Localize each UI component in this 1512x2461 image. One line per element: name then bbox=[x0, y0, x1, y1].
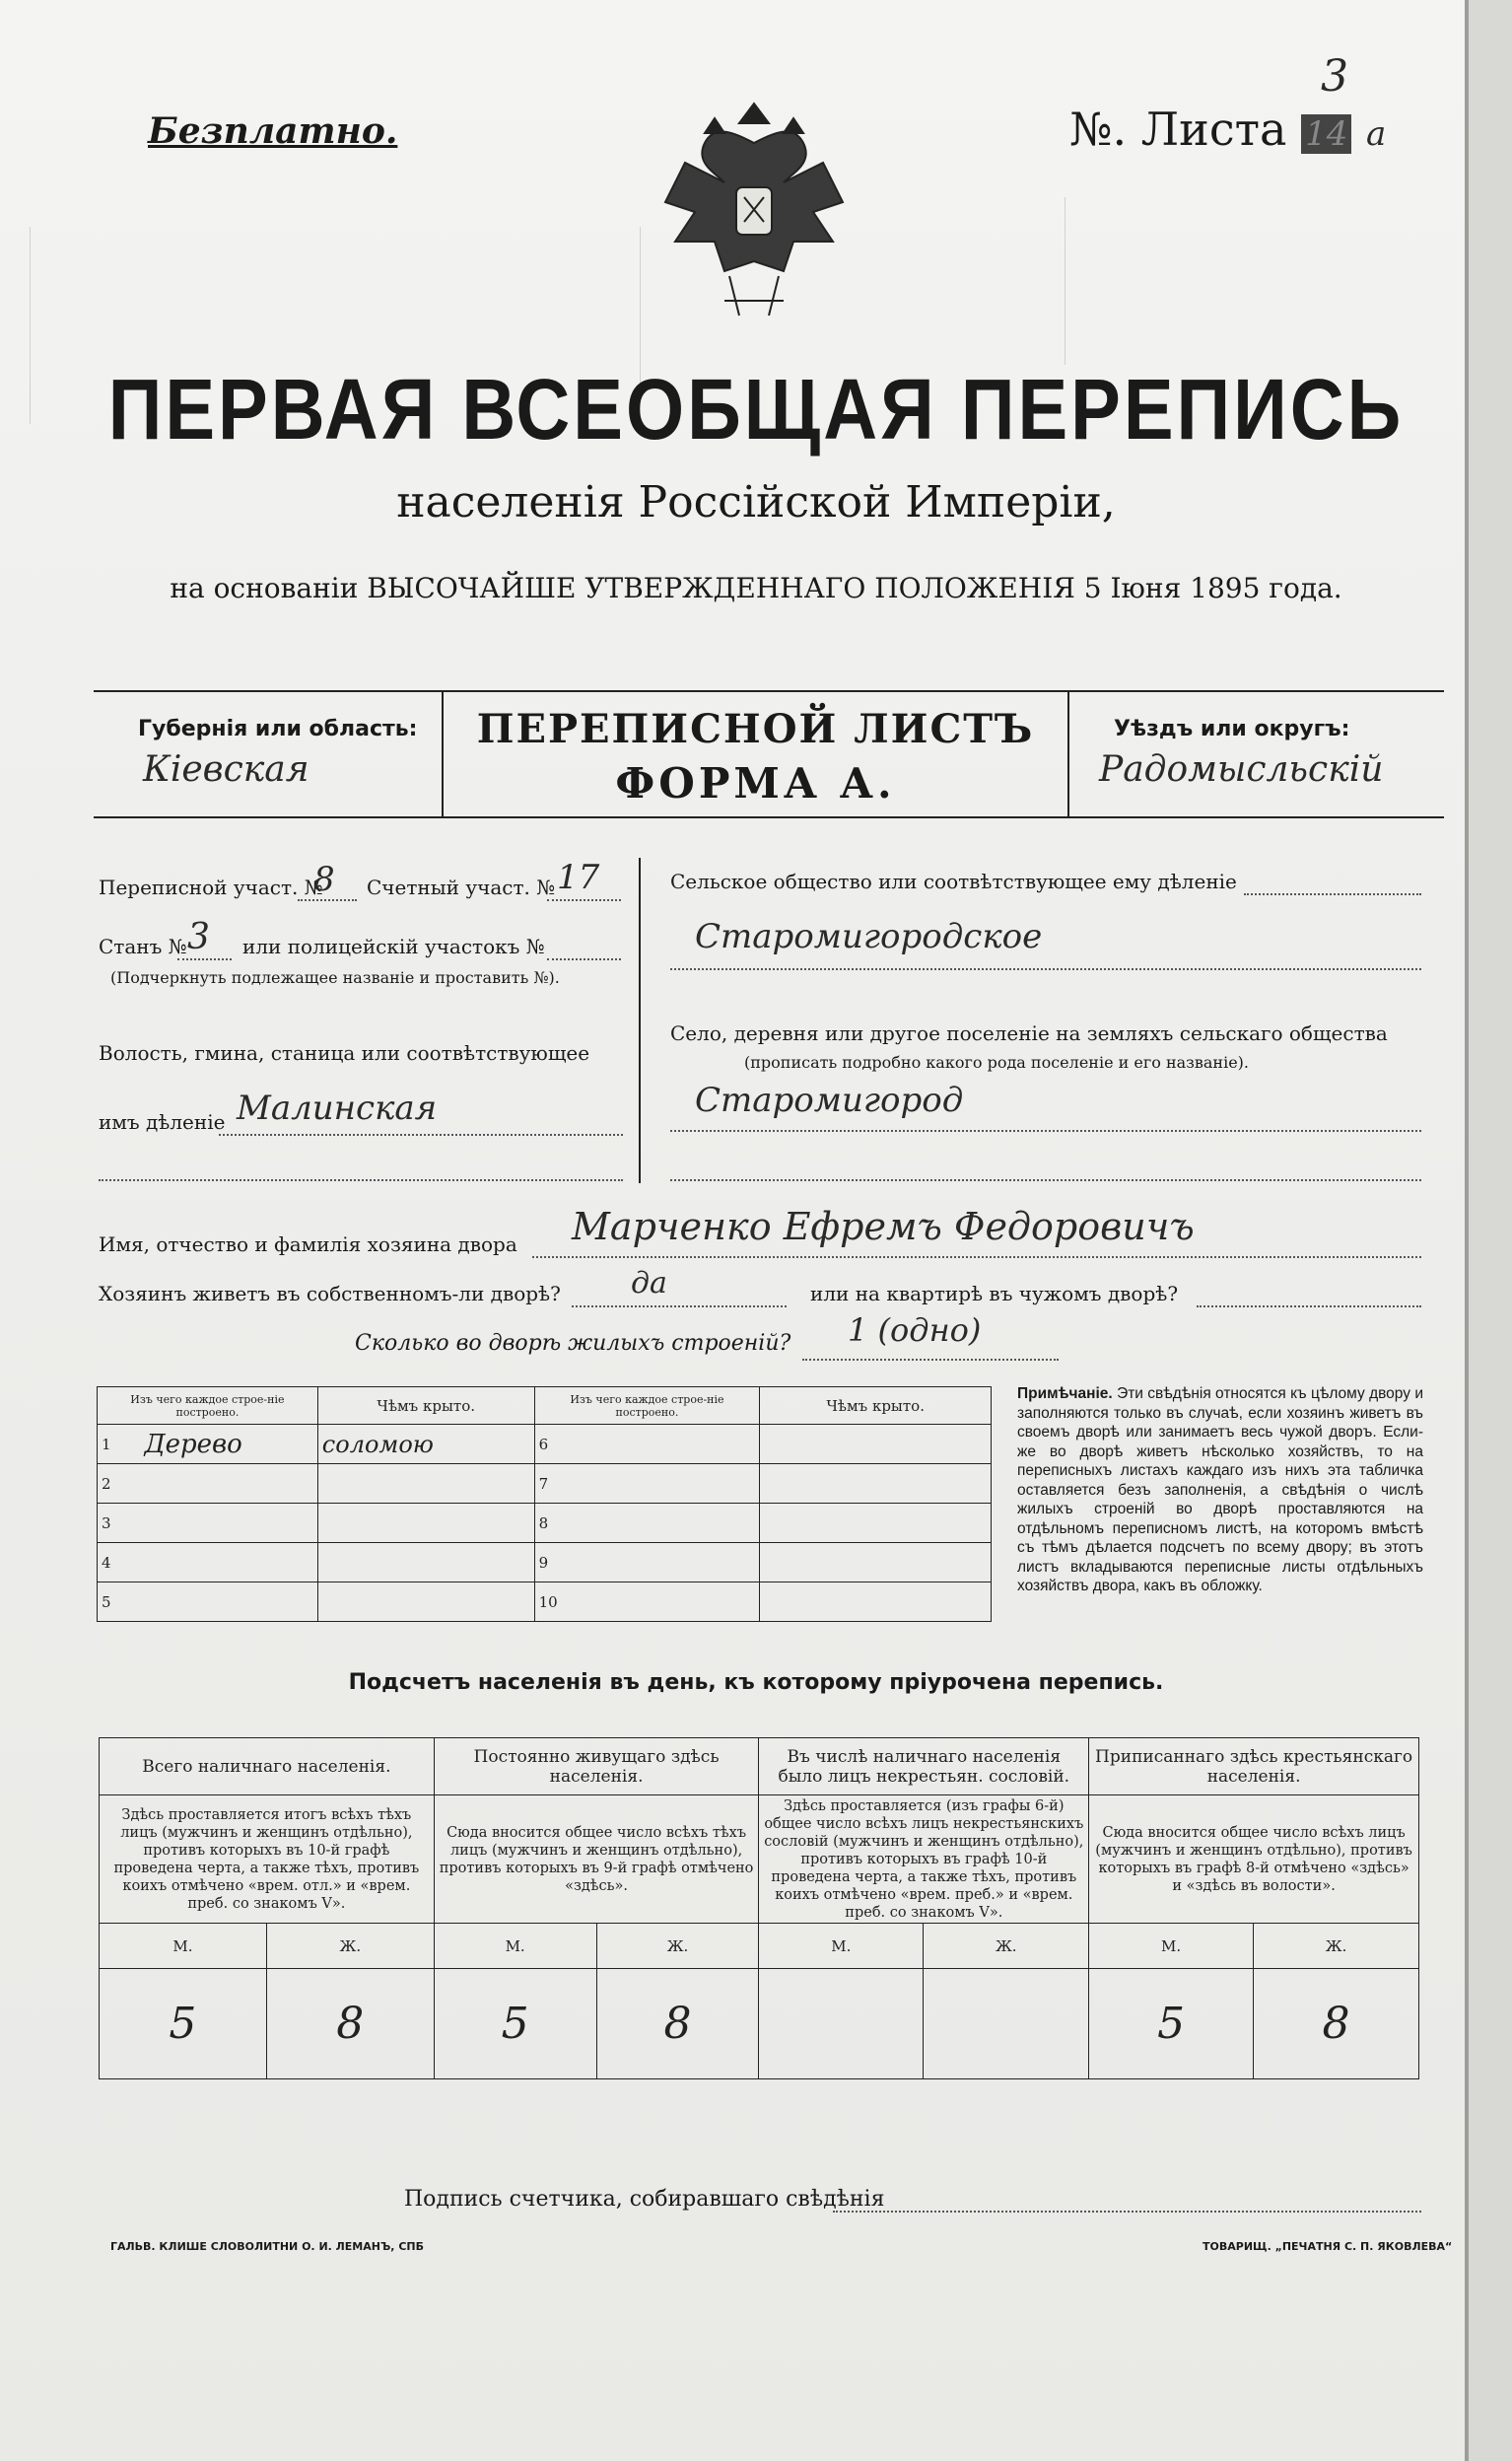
population-col-desc: Сюда вносится общее число всѣхъ тѣхъ лицъ (мужчинъ и женщинъ отдѣльно), противъ которыхъ въ 9-й графѣ отмѣчено «здѣсь». bbox=[434, 1795, 759, 1924]
table-row bbox=[98, 1464, 992, 1504]
population-col-desc: Здѣсь проставляется (изъ графы 6-й) общее число всѣхъ лицъ некрестьянскихъ сословій (мужчинъ и женщинъ отдѣльно), противъ которыхъ въ графѣ 10-й проведена черта, а также тѣхъ, противъ коихъ отмѣчено «врем. преб.» и «врем. преб. со знакомъ V». bbox=[759, 1795, 1089, 1924]
note-text: Эти свѣдѣнія относятся къ цѣлому двору и заполняются только въ случаѣ, если хозяинъ живетъ въ своемъ дворѣ или занимаетъ весь чужой дворъ. Если-же во дворѣ живетъ нѣсколько хозяйствъ, то на переписныхъ листахъ каждаго изъ нихъ эта табличка оставляется безъ заполненія, а свѣдѣнія о числѣ жилыхъ строеній во дворѣ проставляются на отдѣльномъ переписномъ листѣ, на которомъ вмѣстѣ съ тѣмъ дѣлается подсчетъ по всему двору; въ этотъ листъ вкладываются переписные листы отдѣльныхъ хозяйствъ двора, какъ въ обложку. bbox=[1017, 1385, 1423, 1594]
roof-header: Чѣмъ крыто. bbox=[317, 1387, 534, 1425]
male-count bbox=[759, 1969, 924, 2079]
female-count bbox=[924, 1969, 1089, 2079]
province-value: Кіевская bbox=[143, 749, 309, 790]
male-header: М. bbox=[434, 1924, 596, 1969]
counting-section-line bbox=[547, 899, 621, 901]
material-cell bbox=[140, 1582, 317, 1622]
roof-cell bbox=[760, 1464, 992, 1504]
material-cell bbox=[140, 1504, 317, 1543]
row-number: 7 bbox=[534, 1464, 578, 1504]
female-count: 8 bbox=[1254, 1969, 1419, 2079]
rented-line bbox=[1197, 1305, 1421, 1307]
material-cell bbox=[578, 1543, 760, 1582]
census-section-line bbox=[298, 899, 357, 901]
volost-label-2: имъ дѣленіе bbox=[99, 1110, 226, 1134]
buildings-count-value: 1 (одно) bbox=[848, 1311, 982, 1349]
counting-section-value: 17 bbox=[557, 858, 600, 897]
row-number: 1 bbox=[98, 1425, 141, 1464]
material-cell bbox=[578, 1464, 760, 1504]
buildings-count-label: Сколько во дворѣ жилыхъ строеній? bbox=[355, 1331, 791, 1356]
police-line bbox=[547, 958, 621, 960]
printer-right: ТОВАРИЩ. „ПЕЧАТНЯ С. П. ЯКОВЛЕВА“ bbox=[1203, 2240, 1453, 2253]
own-yard-value: да bbox=[631, 1266, 667, 1301]
female-header: Ж. bbox=[924, 1924, 1089, 1969]
form-title: ПЕРЕПИСНОЙ ЛИСТЪ bbox=[476, 706, 1035, 752]
own-yard-line bbox=[572, 1305, 787, 1307]
material-cell: Дерево bbox=[140, 1425, 317, 1464]
roof-header-right: Чѣмъ крыто. bbox=[760, 1387, 992, 1425]
population-col-desc: Здѣсь проставляется итогъ всѣхъ тѣхъ лицъ (мужчинъ и женщинъ отдѣльно), противъ которыхъ въ 10-й графѣ проведена черта, а также тѣхъ, противъ коихъ отмѣчено «врем. отл.» и «врем. преб. со знакомъ V». bbox=[100, 1795, 435, 1924]
female-count: 8 bbox=[266, 1969, 434, 2079]
roof-cell bbox=[760, 1425, 992, 1464]
province-label: Губернія или область: bbox=[138, 717, 418, 741]
roof-cell bbox=[317, 1582, 534, 1622]
sheet-number-suffix: а bbox=[1365, 114, 1387, 154]
address-divider bbox=[639, 858, 641, 1183]
own-yard-label: Хозяинъ живетъ въ собственномъ-ли дворѣ? bbox=[99, 1282, 561, 1305]
female-header: Ж. bbox=[596, 1924, 759, 1969]
male-header: М. bbox=[1089, 1924, 1254, 1969]
census-subtitle: населенія Россійской Имперіи, bbox=[396, 477, 1116, 527]
owner-name-label: Имя, отчество и фамилія хозяина двора bbox=[99, 1232, 517, 1256]
volost-line-2 bbox=[99, 1179, 623, 1181]
male-count: 5 bbox=[434, 1969, 596, 2079]
counting-section-label: Счетный участ. № bbox=[367, 876, 556, 899]
roof-cell bbox=[760, 1504, 992, 1543]
village-value: Старомигород bbox=[695, 1081, 964, 1120]
census-section-value: 8 bbox=[313, 860, 335, 899]
row-number: 6 bbox=[534, 1425, 578, 1464]
printer-left: ГАЛЬВ. КЛИШЕ СЛОВОЛИТНИ О. И. ЛЕМАНЪ, СПБ bbox=[110, 2240, 424, 2253]
material-cell bbox=[578, 1425, 760, 1464]
volost-line bbox=[219, 1134, 623, 1136]
sheet-number-label: №. Листа bbox=[1069, 103, 1287, 156]
sheet-number bbox=[1069, 103, 1386, 156]
population-col-desc: Сюда вносится общее число всѣхъ лицъ (мужчинъ и женщинъ отдѣльно), противъ которыхъ въ графѣ 8-й отмѣчено «здѣсь» и «здѣсь въ волости». bbox=[1089, 1795, 1419, 1924]
form-head-bottom-rule bbox=[94, 816, 1444, 818]
bleed-through-right bbox=[1065, 197, 1439, 365]
roof-cell bbox=[760, 1582, 992, 1622]
double-headed-eagle-icon bbox=[646, 94, 862, 330]
stan-value: 3 bbox=[187, 917, 210, 957]
buildings-count-line bbox=[802, 1359, 1059, 1361]
material-cell bbox=[140, 1543, 317, 1582]
underline-note: (Подчеркнуть подлежащее названіе и проставить №). bbox=[110, 968, 560, 987]
form-subtitle: ФОРМА А. bbox=[615, 759, 896, 808]
police-label: или полицейскій участокъ № bbox=[242, 935, 545, 958]
roof-cell bbox=[317, 1504, 534, 1543]
volost-label: Волость, гмина, станица или соотвѣтствующее bbox=[99, 1041, 590, 1065]
material-cell bbox=[578, 1582, 760, 1622]
signature-label: Подпись счетчика, собиравшаго свѣдѣнія bbox=[404, 2187, 885, 2212]
volost-value: Малинская bbox=[237, 1089, 438, 1128]
stan-line bbox=[177, 958, 232, 960]
material-cell bbox=[140, 1464, 317, 1504]
sheet-number-value: 3 bbox=[1321, 51, 1348, 102]
male-count: 5 bbox=[100, 1969, 267, 2079]
male-header: М. bbox=[100, 1924, 267, 1969]
row-number: 8 bbox=[534, 1504, 578, 1543]
village-note: (прописать подробно какого рода поселеніе и его названіе). bbox=[744, 1053, 1249, 1072]
village-label: Село, деревня или другое поселеніе на земляхъ сельскаго общества bbox=[670, 1021, 1388, 1045]
population-col-head: Постоянно живущаго здѣсь населенія. bbox=[434, 1738, 759, 1795]
census-title: ПЕРВАЯ ВСЕОБЩАЯ ПЕРЕПИСЬ bbox=[107, 361, 1405, 458]
row-number: 9 bbox=[534, 1543, 578, 1582]
row-number: 5 bbox=[98, 1582, 141, 1622]
roof-cell bbox=[317, 1464, 534, 1504]
population-title: Подсчетъ населенія въ день, къ которому пріурочена перепись. bbox=[348, 1670, 1164, 1695]
free-label: Безплатно. bbox=[148, 110, 398, 152]
table-row bbox=[98, 1582, 992, 1622]
rented-label: или на квартирѣ въ чужомъ дворѣ? bbox=[810, 1282, 1179, 1305]
table-row bbox=[98, 1504, 992, 1543]
society-label: Сельское общество или соотвѣтствующее ему дѣленіе bbox=[670, 870, 1237, 893]
signature-line bbox=[833, 2211, 1421, 2213]
female-header: Ж. bbox=[1254, 1924, 1419, 1969]
row-number: 10 bbox=[534, 1582, 578, 1622]
note-block bbox=[1017, 1384, 1423, 1596]
census-section-label: Переписной участ. № bbox=[99, 876, 323, 899]
note-title: Примѣчаніе. bbox=[1017, 1385, 1113, 1402]
sheet-number-crossed: 14 bbox=[1301, 114, 1351, 154]
buildings-table bbox=[97, 1386, 992, 1622]
village-line bbox=[670, 1130, 1421, 1132]
material-header-right: Изъ чего каждое строе-ніе построено. bbox=[534, 1387, 760, 1425]
male-count: 5 bbox=[1089, 1969, 1254, 2079]
village-line-2 bbox=[670, 1179, 1421, 1181]
form-head-divider-right bbox=[1067, 690, 1069, 818]
society-value: Старомигородское bbox=[695, 917, 1043, 956]
roof-cell bbox=[760, 1543, 992, 1582]
table-row bbox=[98, 1425, 992, 1464]
population-col-head: Въ числѣ наличнаго населенія было лицъ некрестьян. сословій. bbox=[759, 1738, 1089, 1795]
owner-name-value: Марченко Ефремъ Федоровичъ bbox=[572, 1205, 1195, 1248]
female-header: Ж. bbox=[266, 1924, 434, 1969]
female-count: 8 bbox=[596, 1969, 759, 2079]
society-line bbox=[1244, 893, 1421, 895]
roof-cell: соломою bbox=[317, 1425, 534, 1464]
row-number: 2 bbox=[98, 1464, 141, 1504]
form-head-top-rule bbox=[94, 690, 1444, 692]
population-col-head: Всего наличнаго населенія. bbox=[100, 1738, 435, 1795]
roof-cell bbox=[317, 1543, 534, 1582]
district-value: Радомысльскій bbox=[1099, 749, 1384, 790]
table-row bbox=[98, 1543, 992, 1582]
male-header: М. bbox=[759, 1924, 924, 1969]
population-table bbox=[99, 1737, 1419, 2079]
row-number: 3 bbox=[98, 1504, 141, 1543]
population-col-head: Приписаннаго здѣсь крестьянскаго населенія. bbox=[1089, 1738, 1419, 1795]
owner-name-line bbox=[532, 1256, 1421, 1258]
district-label: Уѣздъ или округъ: bbox=[1114, 717, 1350, 741]
stan-label: Станъ № bbox=[99, 935, 187, 958]
census-basis: на основаніи ВЫСОЧАЙШЕ УТВЕРЖДЕННАГО ПОЛОЖЕНІЯ 5 Іюня 1895 года. bbox=[170, 572, 1342, 604]
material-header: Изъ чего каждое строе-ніе построено. bbox=[98, 1387, 318, 1425]
row-number: 4 bbox=[98, 1543, 141, 1582]
material-cell bbox=[578, 1504, 760, 1543]
society-line-2 bbox=[670, 968, 1421, 970]
